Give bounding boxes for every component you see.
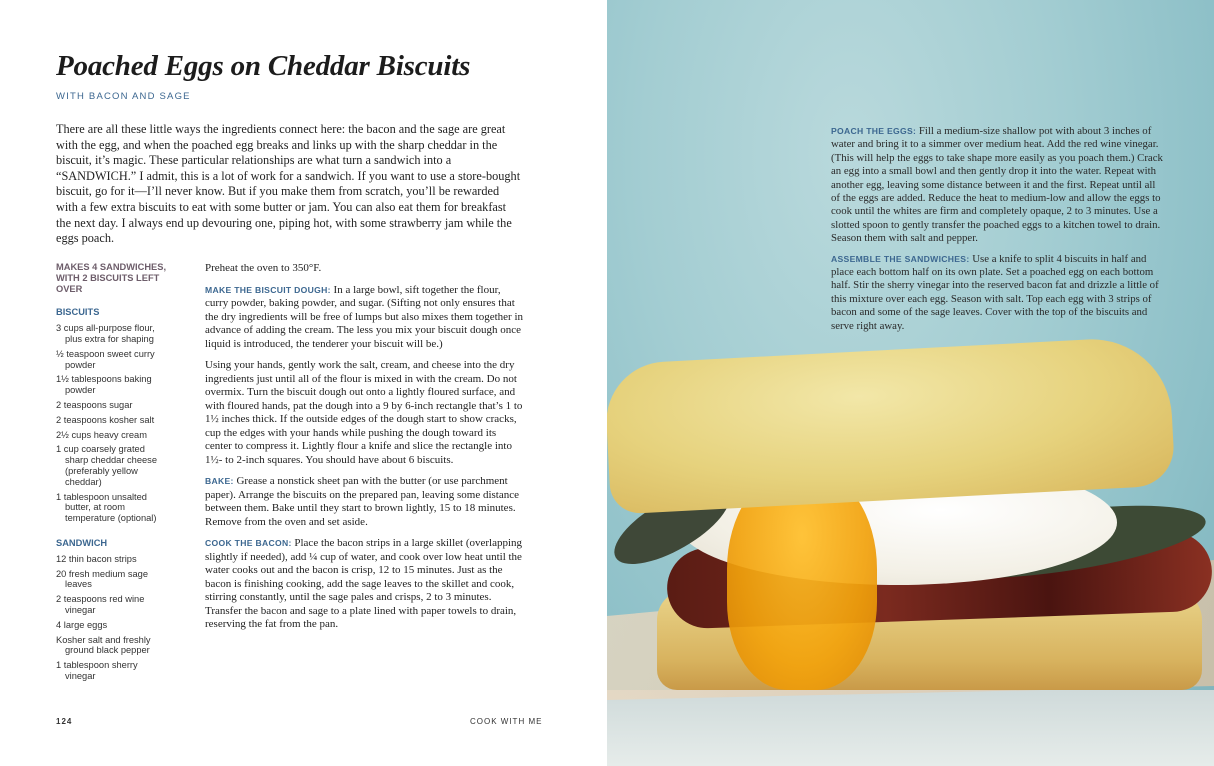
method-step xyxy=(831,253,1166,333)
ingredient: 4 large eggs xyxy=(56,619,108,630)
ingredient: 1 cup coarsely grated sharp cheddar cheese (preferably yellow cheddar) xyxy=(56,444,157,487)
step-label: POACH THE EGGS: xyxy=(831,126,917,136)
ingredient: 2 teaspoons sugar xyxy=(56,399,133,410)
method-step xyxy=(205,359,525,467)
ingredient: 1 tablespoon unsalted butter, at room temperature (optional) xyxy=(56,491,157,524)
step-text: Place the bacon strips in a large skillet (overlapping slightly if needed), add ¼ cup of water, and cook over low heat until the water cooks out and the bacon is crisp, 12 to 15 minutes. Just as the bacon is finishing cooking, add the sage leaves to the skillet and cook, stirring constantly, until the sage pales and crisps, 2 to 3 minutes. Transfer the bacon and sage to a plate lined with paper towels to drain, reserving the fat from the pan. xyxy=(205,537,523,630)
recipe-intro: There are all these little ways the ingredients connect here: the bacon and the sage are great with the egg, and when the poached egg breaks and links up with the sharp cheddar in the biscuit, it’s magic. These particular relationships are what turn a sandwich into a “SANDWICH.” I admit, this is a lot of work for a sandwich. If you want to use a store-bought biscuit, go for it—I’ll never know. But if you make them from scratch, you’ll be rewarded with a few extra biscuits to eat with some butter or jam. You can also eat them for breakfast the next day. I always end up devouring one, piping hot, with some strawberry jam while the eggs poach. xyxy=(56,122,521,246)
ingredient: 3 cups all-purpose flour, plus extra for shaping xyxy=(56,323,155,344)
ingredient: 20 fresh medium sage leaves xyxy=(56,568,148,590)
yield: MAKES 4 SANDWICHES, WITH 2 BISCUITS LEFT OVER xyxy=(56,262,167,294)
ingredient: 1½ tablespoons baking powder xyxy=(56,374,152,396)
step-text: Fill a medium-size shallow pot with about 3 inches of water and bring it to a simmer over medium heat. Add the red wine vinegar. (This will help the eggs to take shape more easily as you poach them.) Crack an egg into a small bowl and then gently drop it into the water. Repeat with another egg, leaving some distance between it and the first. Repeat until all of the eggs are added. Reduce the heat to medium-low and allow the eggs to cook until the whites are firm and completely opaque, 2 to 3 minutes. Use a slotted spoon to gently transfer the poached eggs to a kitchen towel to drain. Season them with salt and pepper. xyxy=(831,125,1163,245)
ingredient: 1 tablespoon sherry vinegar xyxy=(56,660,138,681)
method-step xyxy=(205,284,525,352)
running-head: COOK WITH ME xyxy=(470,717,543,726)
sandwich-heading: SANDWICH xyxy=(56,537,108,548)
method xyxy=(205,262,525,640)
preheat-step: Preheat the oven to 350°F. xyxy=(205,262,322,274)
step-text: In a large bowl, sift together the flour, curry powder, baking powder, and sugar. (Sifting not only ensures that the dry ingredients will be free of lumps but also mixes them together in advance of adding the cream. The less you mix your biscuit dough once liquid is introduced, the tenderer your biscuit will be.) xyxy=(205,283,524,350)
step-label: ASSEMBLE THE SANDWICHES: xyxy=(831,253,970,264)
step-label: BAKE: xyxy=(205,476,234,486)
ingredient: 2 teaspoons kosher salt xyxy=(56,414,155,425)
recipe-subtitle: WITH BACON AND SAGE xyxy=(56,91,191,102)
step-text: Using your hands, gently work the salt, cream, and cheese into the dry ingredients just until all of the flour is mixed in with the cream. Do not overmix. Turn the biscuit dough out onto a lightly floured surface, and with floured hands, pat the dough into a 9 by 6-inch rectangle that’s 1 to 1½ inches thick. If the outside edges of the dough start to show cracks, cup the edges with your hands while pushing the dough toward its center to compress it. Lightly flour a knife and slice the rectangle into 1½- to 2-inch squares. You should have about 6 biscuits. xyxy=(205,359,523,466)
table-surface xyxy=(607,690,1214,766)
method-step xyxy=(831,125,1166,246)
ingredient: Kosher salt and freshly ground black pepper xyxy=(56,634,151,656)
right-page-photo xyxy=(607,0,1214,766)
ingredient: ½ teaspoon sweet curry powder xyxy=(56,348,155,370)
biscuits-heading: BISCUITS xyxy=(56,307,100,318)
ingredient: 12 thin bacon strips xyxy=(56,553,137,564)
top-biscuit xyxy=(607,335,1176,514)
recipe-title: Poached Eggs on Cheddar Biscuits xyxy=(56,50,471,82)
step-text: Grease a nonstick sheet pan with the butter (or use parchment paper). Arrange the biscuits on the prepared pan, leaving some distance between them. Bake until they start to brown lightly, 15 to 18 minutes. Remove from the oven and set aside. xyxy=(205,475,519,528)
right-method xyxy=(831,125,1166,340)
method-step xyxy=(205,475,525,529)
step-label: COOK THE BACON: xyxy=(205,538,292,548)
step-label: MAKE THE BISCUIT DOUGH: xyxy=(205,284,331,295)
method-step xyxy=(205,537,525,632)
ingredient: 2½ cups heavy cream xyxy=(56,429,147,440)
ingredients-list xyxy=(56,262,168,686)
step-text: Use a knife to split 4 biscuits in half and place each bottom half on its own plate. Set a poached egg on each bottom half. Stir the sherry vinegar into the reserved bacon fat and drizzle a little of this mixture over each egg. Season with salt. Top each egg with 3 strips of bacon and some of the sage leaves. Cover with the top of the biscuits and serve right away. xyxy=(831,252,1159,332)
page-number: 124 xyxy=(56,717,73,726)
ingredient: 2 teaspoons red wine vinegar xyxy=(56,594,145,615)
